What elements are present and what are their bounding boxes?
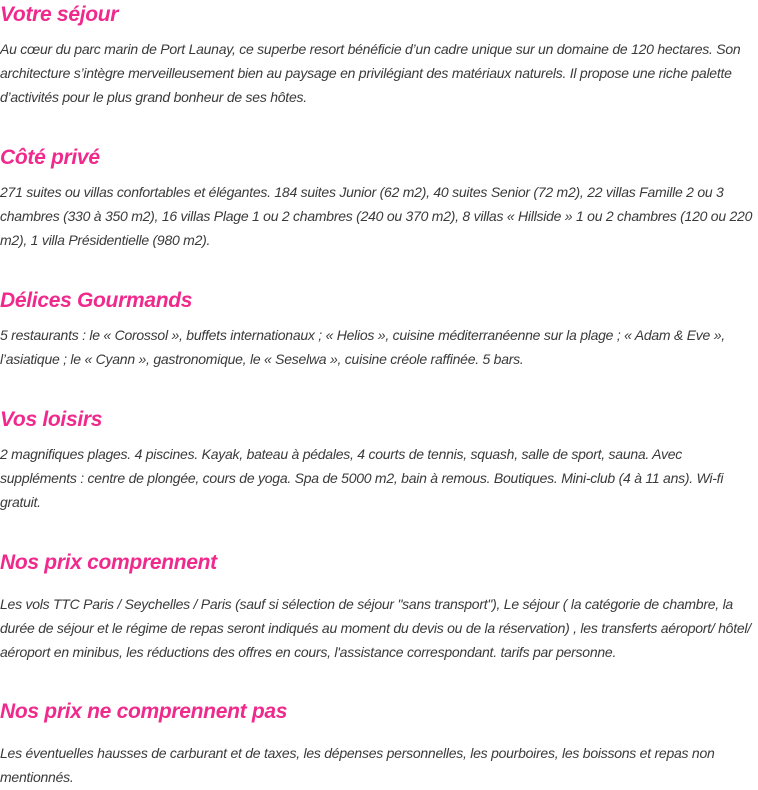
- section-text-nos-prix-comprennent: Les vols TTC Paris / Seychelles / Paris (sauf si sélection de séjour "sans transport"), Le séjour ( la catégorie de chambre, la durée de séjour et le régime de repas seront indiqués au moment du devis ou de la réservation) , les transferts aéroport/ hôtel/ aéroport en minibus, les réductions des offres en cours, l'assistance correspondant. tarifs par personne.: [0, 596, 751, 660]
- section-text-nos-prix-ne-comprennent-pas: Les éventuelles hausses de carburant et de taxes, les dépenses personnelles, les pourboires, les boissons et repas non mentionnés.: [0, 745, 715, 785]
- section-text-vos-loisirs: 2 magnifiques plages. 4 piscines. Kayak, bateau à pédales, 4 courts de tennis, squash, salle de sport, sauna. Avec suppléments : centre de plongée, cours de yoga. Spa de 5000 m2, bain à remous. Boutiques. Mini-club (4 à 11 ans). Wi-fi gratuit.: [0, 446, 724, 510]
- section-delices-gourmands: [0, 286, 758, 371]
- section-title-vos-loisirs: Vos loisirs: [0, 408, 103, 431]
- section-nos-prix-comprennent: [0, 548, 758, 664]
- section-title-nos-prix-comprennent: Nos prix comprennent: [0, 551, 217, 574]
- section-title-cote-prive: Côté privé: [0, 146, 100, 169]
- section-text-delices-gourmands: 5 restaurants : le « Corossol », buffets internationaux ; « Helios », cuisine méditerranéenne sur la plage ; « Adam & Eve », l’asiatique ; le « Cyann », gastronomique, le « Seselwa », cuisine créole raffinée. 5 bars.: [0, 327, 725, 367]
- section-text-votre-sejour: Au cœur du parc marin de Port Launay, ce superbe resort bénéficie d’un cadre unique sur un domaine de 120 hectares. Son architecture s’intègre merveilleusement bien au paysage en privilégiant des matériaux naturels. Il propose une riche palette d’activités pour le plus grand bonheur de ses hôtes.: [0, 41, 741, 105]
- section-vos-loisirs: [0, 405, 758, 514]
- section-votre-sejour: [0, 0, 758, 109]
- section-title-votre-sejour: Votre séjour: [0, 3, 119, 26]
- section-nos-prix-ne-comprennent-pas: [0, 697, 758, 789]
- section-title-delices-gourmands: Délices Gourmands: [0, 289, 193, 312]
- section-title-nos-prix-ne-comprennent-pas: Nos prix ne comprennent pas: [0, 700, 288, 723]
- section-text-cote-prive: 271 suites ou villas confortables et élégantes. 184 suites Junior (62 m2), 40 suites Senior (72 m2), 22 villas Famille 2 ou 3 chambres (330 à 350 m2), 16 villas Plage 1 ou 2 chambres (240 ou 370 m2), 8 villas « Hillside » 1 ou 2 chambres (120 ou 220 m2), 1 villa Présidentielle (980 m2).: [0, 184, 753, 248]
- section-cote-prive: [0, 143, 758, 252]
